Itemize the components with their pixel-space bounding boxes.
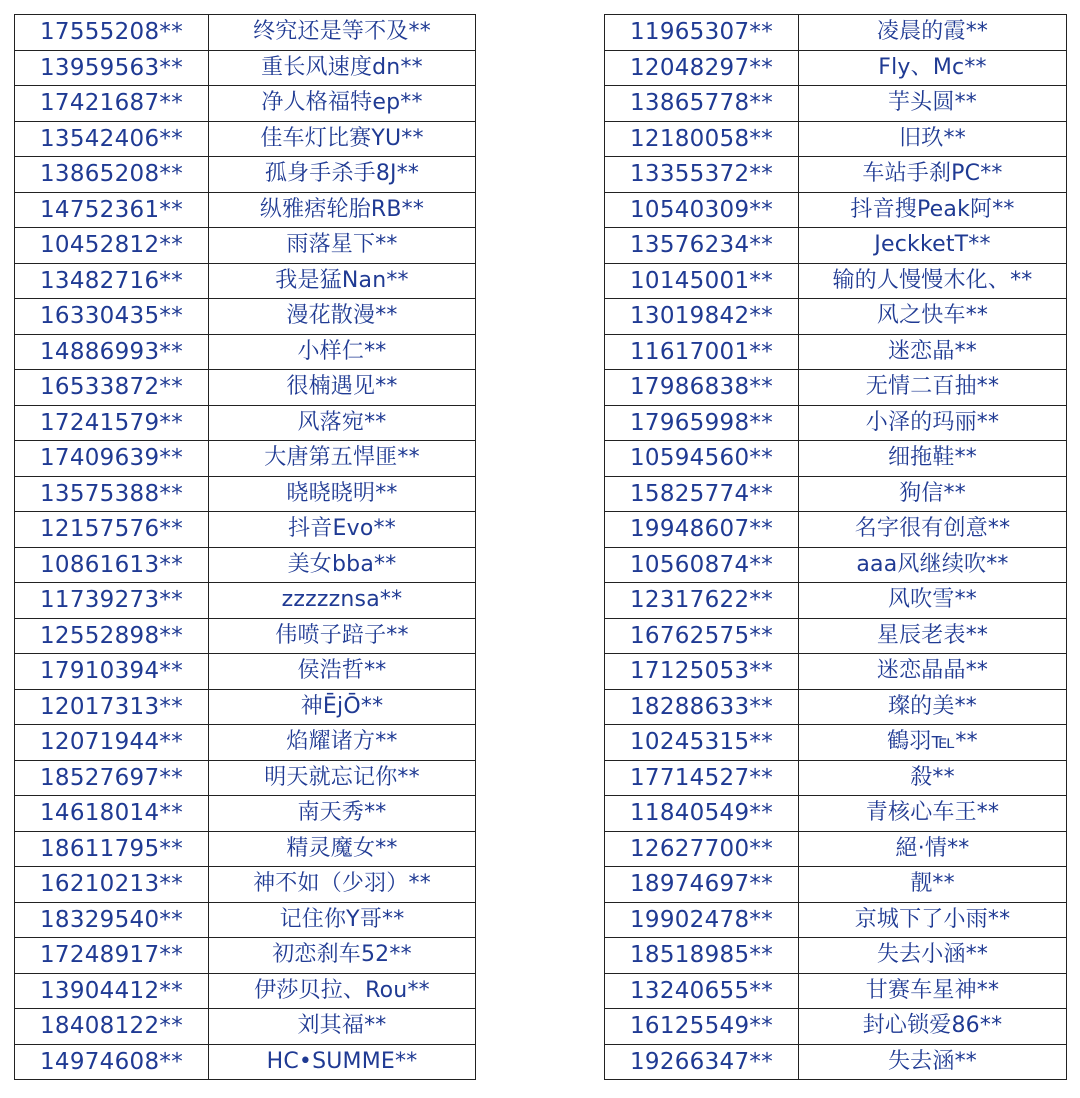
nickname-cell: 伟喷子踣子**	[209, 618, 476, 654]
table-row	[605, 228, 1067, 264]
table-row	[605, 405, 1067, 441]
table-row	[605, 157, 1067, 193]
table-row	[15, 1009, 476, 1045]
table-row	[15, 973, 476, 1009]
table-row	[605, 86, 1067, 122]
table-row	[605, 867, 1067, 903]
user-id-cell: 13865778**	[605, 86, 799, 122]
nickname-cell: 星辰老表**	[799, 618, 1067, 654]
table-row	[605, 512, 1067, 548]
nickname-cell: 车站手刹PC**	[799, 157, 1067, 193]
table-row	[15, 299, 476, 335]
table-row	[15, 50, 476, 86]
left-table	[14, 14, 476, 1080]
nickname-cell: 我是猛Nan**	[209, 263, 476, 299]
nickname-cell: 神不如（少羽）**	[209, 867, 476, 903]
nickname-cell: 芋头圆**	[799, 86, 1067, 122]
table-row	[605, 618, 1067, 654]
nickname-cell: zzzzznsa**	[209, 583, 476, 619]
nickname-cell: 初恋刹车52**	[209, 938, 476, 974]
table-row	[605, 689, 1067, 725]
user-id-cell: 10594560**	[605, 441, 799, 477]
table-row	[15, 1044, 476, 1080]
table-row	[605, 50, 1067, 86]
user-id-cell: 17409639**	[15, 441, 209, 477]
table-row	[605, 441, 1067, 477]
nickname-cell: 净人格福特ep**	[209, 86, 476, 122]
table-row	[15, 796, 476, 832]
table-row	[15, 334, 476, 370]
nickname-cell: 甘赛车星神**	[799, 973, 1067, 1009]
table-row	[605, 476, 1067, 512]
nickname-cell: 璨的美**	[799, 689, 1067, 725]
table-row	[15, 405, 476, 441]
table-row	[605, 370, 1067, 406]
nickname-cell: 孤身手杀手8J**	[209, 157, 476, 193]
user-id-cell: 12627700**	[605, 831, 799, 867]
user-id-cell: 18974697**	[605, 867, 799, 903]
user-id-cell: 17125053**	[605, 654, 799, 690]
user-id-cell: 10540309**	[605, 192, 799, 228]
user-id-cell: 16210213**	[15, 867, 209, 903]
user-id-cell: 16330435**	[15, 299, 209, 335]
nickname-cell: 鶴羽℡**	[799, 725, 1067, 761]
table-row	[605, 1009, 1067, 1045]
nickname-cell: aaa风继续吹**	[799, 547, 1067, 583]
nickname-cell: 殺**	[799, 760, 1067, 796]
user-id-cell: 12017313**	[15, 689, 209, 725]
user-id-cell: 16125549**	[605, 1009, 799, 1045]
user-id-cell: 14752361**	[15, 192, 209, 228]
user-id-cell: 12048297**	[605, 50, 799, 86]
nickname-cell: 晓晓晓明**	[209, 476, 476, 512]
nickname-cell: 迷恋晶晶**	[799, 654, 1067, 690]
user-id-cell: 10560874**	[605, 547, 799, 583]
nickname-cell: 狗信**	[799, 476, 1067, 512]
table-row	[15, 867, 476, 903]
user-id-cell: 18527697**	[15, 760, 209, 796]
table-row	[605, 263, 1067, 299]
user-id-cell: 13482716**	[15, 263, 209, 299]
user-id-cell: 14618014**	[15, 796, 209, 832]
user-id-cell: 12180058**	[605, 121, 799, 157]
user-id-cell: 18408122**	[15, 1009, 209, 1045]
user-id-cell: 10145001**	[605, 263, 799, 299]
nickname-cell: HC•SUMME**	[209, 1044, 476, 1080]
table-row	[15, 689, 476, 725]
user-id-cell: 13959563**	[15, 50, 209, 86]
nickname-cell: 无情二百抽**	[799, 370, 1067, 406]
nickname-cell: 旧玖**	[799, 121, 1067, 157]
user-id-cell: 18288633**	[605, 689, 799, 725]
user-id-cell: 12317622**	[605, 583, 799, 619]
table-row	[15, 228, 476, 264]
user-id-cell: 17248917**	[15, 938, 209, 974]
nickname-cell: 明天就忘记你**	[209, 760, 476, 796]
table-row	[15, 15, 476, 51]
nickname-cell: 雨落星下**	[209, 228, 476, 264]
table-row	[15, 938, 476, 974]
right-table-body	[605, 15, 1067, 1080]
table-row	[15, 512, 476, 548]
nickname-cell: 絕·情**	[799, 831, 1067, 867]
table-row	[605, 831, 1067, 867]
user-id-cell: 13542406**	[15, 121, 209, 157]
user-id-cell: 11840549**	[605, 796, 799, 832]
table-row	[605, 547, 1067, 583]
right-table	[604, 14, 1067, 1080]
nickname-cell: 神ĒjŌ**	[209, 689, 476, 725]
user-id-cell: 11617001**	[605, 334, 799, 370]
table-row	[605, 902, 1067, 938]
user-id-cell: 17714527**	[605, 760, 799, 796]
nickname-cell: 纵雅痞轮胎RB**	[209, 192, 476, 228]
table-row	[15, 725, 476, 761]
nickname-cell: 侯浩哲**	[209, 654, 476, 690]
user-id-cell: 10861613**	[15, 547, 209, 583]
user-id-cell: 14886993**	[15, 334, 209, 370]
user-id-cell: 13240655**	[605, 973, 799, 1009]
user-id-cell: 10452812**	[15, 228, 209, 264]
table-row	[15, 654, 476, 690]
table-row	[605, 15, 1067, 51]
nickname-cell: 刘其福**	[209, 1009, 476, 1045]
table-row	[15, 192, 476, 228]
nickname-cell: 美女bba**	[209, 547, 476, 583]
user-id-cell: 17555208**	[15, 15, 209, 51]
user-id-cell: 13575388**	[15, 476, 209, 512]
table-row	[605, 299, 1067, 335]
user-id-cell: 16762575**	[605, 618, 799, 654]
user-id-cell: 17986838**	[605, 370, 799, 406]
user-id-cell: 11739273**	[15, 583, 209, 619]
nickname-cell: 终究还是等不及**	[209, 15, 476, 51]
nickname-cell: 风落宛**	[209, 405, 476, 441]
user-id-cell: 12071944**	[15, 725, 209, 761]
nickname-cell: 京城下了小雨**	[799, 902, 1067, 938]
nickname-cell: 靓**	[799, 867, 1067, 903]
nickname-cell: 记住你Y哥**	[209, 902, 476, 938]
nickname-cell: 失去涵**	[799, 1044, 1067, 1080]
user-id-cell: 19902478**	[605, 902, 799, 938]
user-id-cell: 10245315**	[605, 725, 799, 761]
user-id-cell: 13865208**	[15, 157, 209, 193]
table-row	[15, 157, 476, 193]
user-id-cell: 11965307**	[605, 15, 799, 51]
nickname-cell: Fly、Mc**	[799, 50, 1067, 86]
user-id-cell: 12157576**	[15, 512, 209, 548]
nickname-cell: JeckketT**	[799, 228, 1067, 264]
user-id-cell: 12552898**	[15, 618, 209, 654]
nickname-cell: 封心锁爱86**	[799, 1009, 1067, 1045]
nickname-cell: 凌晨的霞**	[799, 15, 1067, 51]
user-id-cell: 18329540**	[15, 902, 209, 938]
user-id-cell: 13576234**	[605, 228, 799, 264]
table-row	[15, 121, 476, 157]
table-row	[15, 618, 476, 654]
nickname-cell: 伊莎贝拉、Rou**	[209, 973, 476, 1009]
nickname-cell: 精灵魔女**	[209, 831, 476, 867]
nickname-cell: 焰耀诸方**	[209, 725, 476, 761]
table-row	[15, 476, 476, 512]
nickname-cell: 抖音搜Peak阿**	[799, 192, 1067, 228]
table-row	[605, 121, 1067, 157]
user-id-cell: 16533872**	[15, 370, 209, 406]
table-row	[15, 370, 476, 406]
user-id-cell: 19948607**	[605, 512, 799, 548]
table-row	[15, 441, 476, 477]
user-id-cell: 14974608**	[15, 1044, 209, 1080]
nickname-cell: 佳车灯比赛YU**	[209, 121, 476, 157]
user-id-cell: 15825774**	[605, 476, 799, 512]
table-row	[605, 192, 1067, 228]
nickname-cell: 风吹雪**	[799, 583, 1067, 619]
nickname-cell: 细拖鞋**	[799, 441, 1067, 477]
table-row	[15, 760, 476, 796]
nickname-cell: 大唐第五悍匪**	[209, 441, 476, 477]
table-row	[15, 583, 476, 619]
table-row	[605, 725, 1067, 761]
user-id-cell: 17241579**	[15, 405, 209, 441]
table-row	[605, 938, 1067, 974]
nickname-cell: 小泽的玛丽**	[799, 405, 1067, 441]
table-row	[605, 583, 1067, 619]
nickname-cell: 小样仁**	[209, 334, 476, 370]
nickname-cell: 名字很有创意**	[799, 512, 1067, 548]
user-id-cell: 18518985**	[605, 938, 799, 974]
table-row	[15, 547, 476, 583]
table-row	[15, 902, 476, 938]
left-table-body	[15, 15, 476, 1080]
nickname-cell: 南天秀**	[209, 796, 476, 832]
user-id-cell: 13019842**	[605, 299, 799, 335]
nickname-cell: 抖音Evo**	[209, 512, 476, 548]
user-id-cell: 13904412**	[15, 973, 209, 1009]
table-row	[605, 973, 1067, 1009]
user-id-cell: 17910394**	[15, 654, 209, 690]
user-id-cell: 18611795**	[15, 831, 209, 867]
nickname-cell: 风之快车**	[799, 299, 1067, 335]
user-id-cell: 17965998**	[605, 405, 799, 441]
nickname-cell: 输的人慢慢木化、**	[799, 263, 1067, 299]
user-id-cell: 13355372**	[605, 157, 799, 193]
nickname-cell: 重长风速度dn**	[209, 50, 476, 86]
table-row	[605, 760, 1067, 796]
nickname-cell: 很楠遇见**	[209, 370, 476, 406]
table-row	[605, 654, 1067, 690]
table-row	[605, 796, 1067, 832]
table-row	[605, 334, 1067, 370]
nickname-cell: 青核心车王**	[799, 796, 1067, 832]
table-row	[15, 86, 476, 122]
table-row	[15, 831, 476, 867]
nickname-cell: 迷恋晶**	[799, 334, 1067, 370]
nickname-cell: 失去小涵**	[799, 938, 1067, 974]
user-id-cell: 19266347**	[605, 1044, 799, 1080]
user-id-cell: 17421687**	[15, 86, 209, 122]
table-row	[15, 263, 476, 299]
table-row	[605, 1044, 1067, 1080]
nickname-cell: 漫花散漫**	[209, 299, 476, 335]
